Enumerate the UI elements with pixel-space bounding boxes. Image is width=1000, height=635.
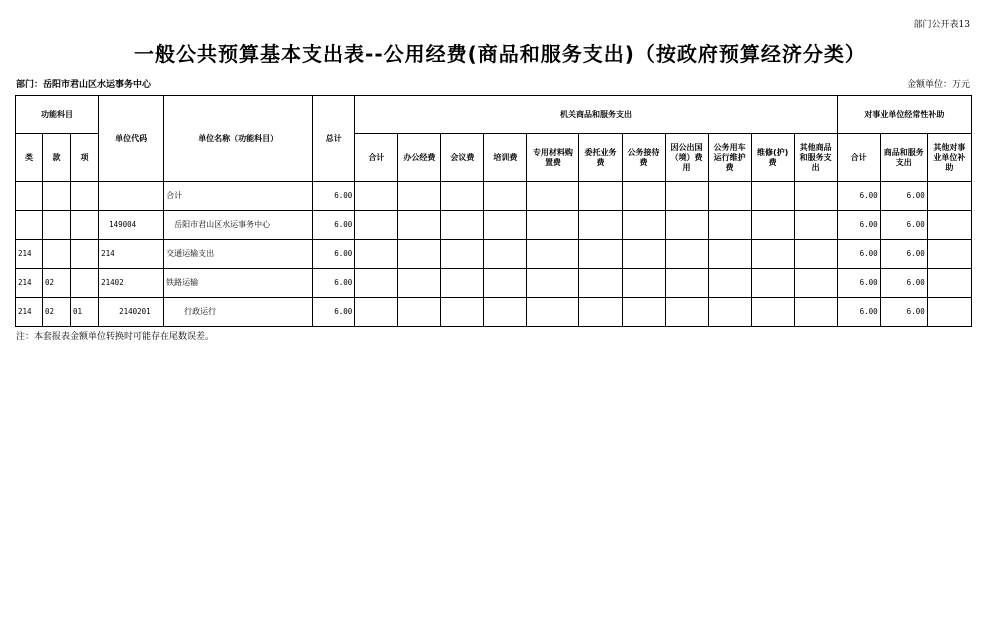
cell-empty	[398, 182, 441, 211]
cell-empty	[622, 240, 665, 269]
cell-lei: 214	[16, 240, 43, 269]
header-col: 合计	[837, 134, 880, 182]
cell-empty	[398, 298, 441, 327]
cell-xiang	[71, 211, 99, 240]
header-subsidy: 对事业单位经常性补助	[837, 96, 971, 134]
cell-empty	[355, 269, 398, 298]
header-col: 会议费	[441, 134, 484, 182]
header-kuan: 款	[43, 134, 71, 182]
cell-empty	[527, 211, 579, 240]
cell-empty	[579, 240, 622, 269]
cell-empty	[355, 182, 398, 211]
cell-subsidy-total: 6.00	[837, 269, 880, 298]
cell-empty	[665, 298, 708, 327]
cell-empty	[665, 240, 708, 269]
header-total: 总计	[313, 96, 355, 182]
header-col: 公务用车运行维护费	[708, 134, 751, 182]
cell-subsidy-total: 6.00	[837, 182, 880, 211]
cell-unit-name: 交通运输支出	[164, 240, 313, 269]
cell-unit-code: 214	[99, 240, 164, 269]
cell-lei: 214	[16, 298, 43, 327]
header-col: 公务接待费	[622, 134, 665, 182]
cell-empty	[622, 182, 665, 211]
cell-xiang	[71, 240, 99, 269]
header-xiang: 项	[71, 134, 99, 182]
cell-kuan	[43, 182, 71, 211]
cell-empty	[441, 211, 484, 240]
header-col: 商品和服务支出	[880, 134, 927, 182]
cell-empty	[484, 211, 527, 240]
table-row	[16, 269, 972, 298]
cell-empty	[794, 211, 837, 240]
header-lei: 类	[16, 134, 43, 182]
cell-empty	[794, 240, 837, 269]
table-row	[16, 211, 972, 240]
cell-empty	[708, 182, 751, 211]
header-col: 其他对事业单位补助	[927, 134, 971, 182]
cell-empty	[527, 269, 579, 298]
cell-empty	[398, 240, 441, 269]
cell-empty	[622, 298, 665, 327]
cell-empty	[579, 298, 622, 327]
cell-subsidy-total: 6.00	[837, 298, 880, 327]
cell-empty	[484, 240, 527, 269]
header-unit-name: 单位名称（功能科目）	[164, 96, 313, 182]
cell-kuan	[43, 211, 71, 240]
table-number-label: 部门公开表13	[913, 20, 970, 30]
cell-subsidy-goods: 6.00	[880, 298, 927, 327]
cell-empty	[527, 298, 579, 327]
cell-empty	[441, 298, 484, 327]
page-title: 一般公共预算基本支出表--公用经费(商品和服务支出)（按政府预算经济分类）	[134, 42, 866, 66]
header-org-goods-services: 机关商品和服务支出	[355, 96, 837, 134]
cell-kuan: 02	[43, 298, 71, 327]
header-unit-code: 单位代码	[99, 96, 164, 182]
table-row	[16, 240, 972, 269]
cell-unit-name: 行政运行	[164, 298, 313, 327]
cell-empty	[527, 240, 579, 269]
budget-table	[15, 95, 972, 327]
cell-empty	[927, 211, 971, 240]
cell-empty	[751, 211, 794, 240]
cell-empty	[622, 211, 665, 240]
cell-empty	[794, 298, 837, 327]
cell-empty	[665, 211, 708, 240]
cell-empty	[751, 298, 794, 327]
cell-empty	[579, 182, 622, 211]
cell-empty	[398, 269, 441, 298]
cell-empty	[751, 269, 794, 298]
cell-empty	[441, 182, 484, 211]
cell-unit-name: 铁路运输	[164, 269, 313, 298]
cell-empty	[355, 211, 398, 240]
cell-subsidy-goods: 6.00	[880, 182, 927, 211]
cell-lei: 214	[16, 269, 43, 298]
cell-unit-code	[99, 182, 164, 211]
cell-unit-code: 21402	[99, 269, 164, 298]
cell-lei	[16, 182, 43, 211]
cell-empty	[622, 269, 665, 298]
cell-total: 6.00	[313, 298, 355, 327]
cell-unit-name: 合计	[164, 182, 313, 211]
cell-total: 6.00	[313, 182, 355, 211]
footnote: 注：本套报表金额单位转换时可能存在尾数误差。	[16, 332, 215, 342]
cell-empty	[927, 182, 971, 211]
cell-unit-code: 149004	[99, 211, 164, 240]
cell-subsidy-goods: 6.00	[880, 211, 927, 240]
cell-total: 6.00	[313, 269, 355, 298]
header-func-subject: 功能科目	[16, 96, 99, 134]
cell-empty	[484, 298, 527, 327]
cell-empty	[708, 298, 751, 327]
cell-empty	[751, 240, 794, 269]
cell-empty	[484, 269, 527, 298]
amount-unit-label: 金额单位：万元	[906, 80, 970, 90]
cell-empty	[441, 240, 484, 269]
cell-xiang: 01	[71, 298, 99, 327]
header-col: 合计	[355, 134, 398, 182]
cell-kuan: 02	[43, 269, 71, 298]
header-col: 因公出国（境）费用	[665, 134, 708, 182]
table-row	[16, 182, 972, 211]
cell-empty	[927, 298, 971, 327]
cell-empty	[355, 240, 398, 269]
cell-lei	[16, 211, 43, 240]
header-col: 培训费	[484, 134, 527, 182]
cell-total: 6.00	[313, 211, 355, 240]
header-col: 办公经费	[398, 134, 441, 182]
header-col: 维修(护)费	[751, 134, 794, 182]
cell-empty	[927, 269, 971, 298]
cell-empty	[484, 182, 527, 211]
cell-empty	[579, 269, 622, 298]
header-col: 专用材料购置费	[527, 134, 579, 182]
cell-empty	[708, 211, 751, 240]
department-label: 部门：岳阳市君山区水运事务中心	[16, 80, 152, 90]
cell-kuan	[43, 240, 71, 269]
cell-empty	[355, 298, 398, 327]
header-col: 委托业务费	[579, 134, 622, 182]
header-col: 其他商品和服务支出	[794, 134, 837, 182]
cell-subsidy-total: 6.00	[837, 240, 880, 269]
cell-empty	[579, 211, 622, 240]
cell-empty	[708, 269, 751, 298]
cell-empty	[794, 269, 837, 298]
cell-unit-name: 岳阳市君山区水运事务中心	[164, 211, 313, 240]
cell-subsidy-goods: 6.00	[880, 269, 927, 298]
cell-empty	[794, 182, 837, 211]
table-row	[16, 298, 972, 327]
cell-unit-code: 2140201	[99, 298, 164, 327]
cell-empty	[927, 240, 971, 269]
cell-xiang	[71, 182, 99, 211]
cell-empty	[527, 182, 579, 211]
cell-xiang	[71, 269, 99, 298]
cell-subsidy-total: 6.00	[837, 211, 880, 240]
cell-empty	[751, 182, 794, 211]
cell-empty	[441, 269, 484, 298]
cell-subsidy-goods: 6.00	[880, 240, 927, 269]
cell-empty	[665, 182, 708, 211]
cell-empty	[665, 269, 708, 298]
cell-empty	[398, 211, 441, 240]
cell-total: 6.00	[313, 240, 355, 269]
cell-empty	[708, 240, 751, 269]
